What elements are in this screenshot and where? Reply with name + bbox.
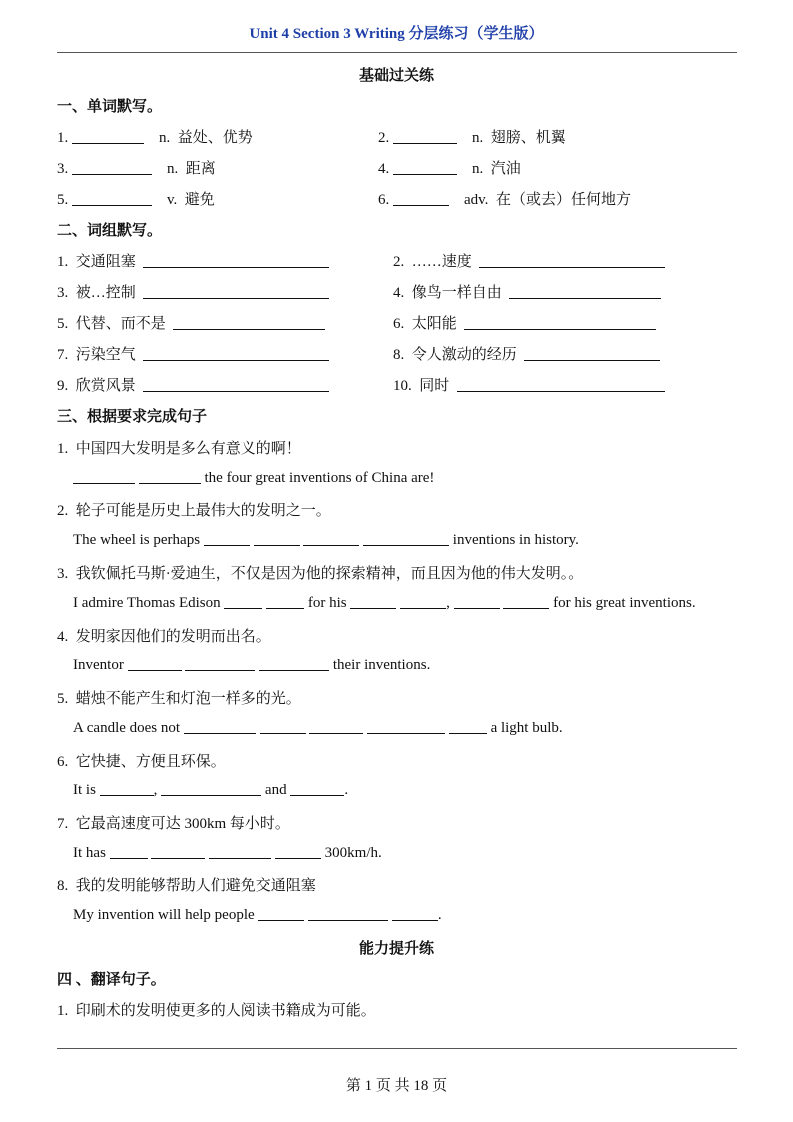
phrase-item-4: 4. 像鸟一样自由 [393, 281, 661, 302]
page-number: 第 1 页 共 18 页 [345, 1078, 448, 1094]
answer-blank[interactable] [143, 346, 329, 361]
translation-item-1: 1. 印刷术的发明使更多的人阅读书籍成为可能。 [57, 1003, 376, 1019]
answer-blank[interactable] [143, 284, 329, 299]
answer-blank[interactable] [72, 191, 152, 206]
answer-blank[interactable] [254, 531, 300, 546]
answer-blank[interactable] [392, 906, 438, 921]
header-rule [57, 52, 737, 53]
sentence-8-chinese: 8. 我的发明能够帮助人们避免交通阻塞 [57, 878, 316, 894]
sentence-4-english: Inventor their inventions. [73, 657, 431, 673]
sentence-3-chinese: 3. 我钦佩托马斯·爱迪生，不仅是因为他的探索精神，而且因为他的伟大发明。。 [57, 566, 584, 582]
answer-blank[interactable] [185, 656, 255, 671]
answer-blank[interactable] [151, 844, 205, 859]
phrase-item-9: 9. 欣赏风景 [57, 374, 329, 395]
answer-blank[interactable] [524, 346, 660, 361]
word-item-1: 1. n. 益处、优势 [57, 130, 253, 146]
answer-blank[interactable] [204, 531, 250, 546]
phrase-item-6: 6. 太阳能 [393, 312, 656, 333]
sentence-5-chinese: 5. 蜡烛不能产生和灯泡一样多的光。 [57, 691, 301, 707]
answer-blank[interactable] [259, 656, 329, 671]
sentence-5-english: A candle does not a light bulb. [73, 720, 563, 736]
answer-blank[interactable] [139, 469, 201, 484]
word-item-4: 4. n. 汽油 [378, 161, 521, 177]
sentence-1-english: the four great inventions of China are! [73, 469, 434, 487]
answer-blank[interactable] [173, 315, 325, 330]
answer-blank[interactable] [367, 719, 445, 734]
answer-blank[interactable] [143, 377, 329, 392]
sentence-1-chinese: 1. 中国四大发明是多么有意义的啊！ [57, 441, 301, 457]
document-header-title: Unit 4 Section 3 Writing 分层练习（学生版） [249, 26, 544, 42]
phrase-item-10: 10. 同时 [393, 374, 665, 395]
answer-blank[interactable] [393, 191, 449, 206]
phrase-item-8: 8. 令人激动的经历 [393, 343, 660, 364]
answer-blank[interactable] [503, 594, 549, 609]
answer-blank[interactable] [72, 160, 152, 175]
answer-blank[interactable] [400, 594, 446, 609]
answer-blank[interactable] [303, 531, 359, 546]
answer-blank[interactable] [161, 781, 261, 796]
answer-blank[interactable] [275, 844, 321, 859]
answer-blank[interactable] [457, 377, 665, 392]
phrase-item-2: 2. ……速度 [393, 250, 665, 271]
sentence-6-english: It is , and . [73, 782, 349, 798]
answer-blank[interactable] [224, 594, 262, 609]
answer-blank[interactable] [454, 594, 500, 609]
phrase-item-5: 5. 代替、而不是 [57, 312, 325, 333]
word-item-2: 2. n. 翅膀、机翼 [378, 130, 566, 146]
part1-heading: 一、单词默写。 [57, 99, 163, 115]
answer-blank[interactable] [260, 719, 306, 734]
answer-blank[interactable] [509, 284, 661, 299]
answer-blank[interactable] [100, 781, 154, 796]
answer-blank[interactable] [464, 315, 656, 330]
phrase-item-3: 3. 被…控制 [57, 281, 329, 302]
answer-blank[interactable] [110, 844, 148, 859]
section-title-ability: 能力提升练 [358, 941, 434, 957]
footer-rule [57, 1048, 737, 1049]
phrase-item-7: 7. 污染空气 [57, 343, 329, 364]
sentence-8-english: My invention will help people . [73, 907, 442, 923]
answer-blank[interactable] [479, 253, 665, 268]
sentence-7-chinese: 7. 它最高速度可达 300km 每小时。 [57, 816, 290, 832]
part2-heading: 二、词组默写。 [57, 223, 163, 239]
answer-blank[interactable] [363, 531, 449, 546]
sentence-6-chinese: 6. 它快捷、方便且环保。 [57, 754, 226, 770]
answer-blank[interactable] [209, 844, 271, 859]
answer-blank[interactable] [308, 906, 388, 921]
sentence-2-english: The wheel is perhaps inventions in history. [73, 532, 579, 548]
phrase-item-1: 1. 交通阻塞 [57, 250, 329, 271]
answer-blank[interactable] [73, 469, 135, 484]
word-item-5: 5. v. 避免 [57, 192, 215, 208]
sentence-2-chinese: 2. 轮子可能是历史上最伟大的发明之一。 [57, 503, 331, 519]
answer-blank[interactable] [350, 594, 396, 609]
answer-blank[interactable] [258, 906, 304, 921]
answer-blank[interactable] [128, 656, 182, 671]
answer-blank[interactable] [143, 253, 329, 268]
answer-blank[interactable] [72, 129, 144, 144]
word-item-6: 6. adv. 在（或去）任何地方 [378, 192, 631, 208]
answer-blank[interactable] [449, 719, 487, 734]
sentence-3-english: I admire Thomas Edison for his , for his great inventions. [73, 595, 696, 611]
answer-blank[interactable] [184, 719, 256, 734]
section-title-basic: 基础过关练 [358, 68, 434, 84]
sentence-4-chinese: 4. 发明家因他们的发明而出名。 [57, 629, 271, 645]
answer-blank[interactable] [266, 594, 304, 609]
answer-blank[interactable] [309, 719, 363, 734]
word-item-3: 3. n. 距离 [57, 161, 216, 177]
answer-blank[interactable] [393, 129, 457, 144]
part3-heading: 三、根据要求完成句子 [57, 409, 208, 425]
answer-blank[interactable] [393, 160, 457, 175]
answer-blank[interactable] [290, 781, 344, 796]
part4-heading: 四 、翻译句子。 [57, 972, 166, 988]
sentence-7-english: It has 300km/h. [73, 845, 382, 861]
